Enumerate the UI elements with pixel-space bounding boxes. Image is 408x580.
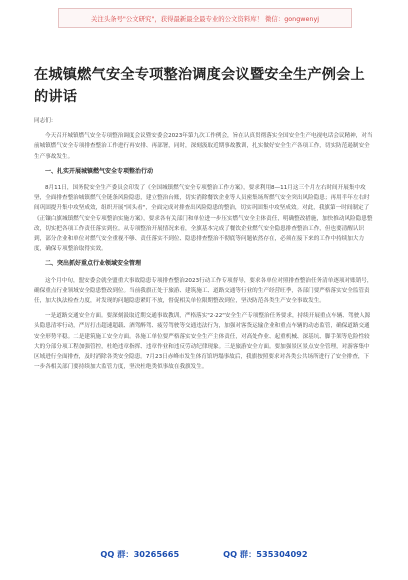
footer-contacts <box>0 544 408 564</box>
qq-group-1: QQ 群：30265665 <box>100 548 180 559</box>
section-2-paragraph-1: 这个月中旬，盟安委会就全盟重大事故隐患专项排查整治2023行动工作专项督导，要求各单位对照排查整治任务清单逐项对账销号，确保重点行业领域安全隐患整改到位。当前我旗正处于旅游、建筑施工、道路交通等行业的生产经营旺季，各部门要严格落实安全监管责任，加大执法检查力度，对发现的问题隐患紧盯不放，督促相关单位限期整改到位，坚决防范各类生产安全事故发生。 <box>34 277 373 305</box>
qq-group-2: QQ 群：535304092 <box>223 548 308 559</box>
page-title: 在城镇燃气安全专项整治调度会议暨安全生产例会上的讲话 <box>34 67 365 105</box>
section-2-paragraph-2: 一是道路交通安全方面。要深刻汲取近期交通事故教训，严格落实"2·22"安全生产专项整治任务要求，持续开展重点车辆、驾驶人源头隐患清零行动，严厉打击超速超载、酒驾醉驾、疲劳驾驶等交通违法行为，加强对客货运输企业和重点车辆的动态监管，确保道路交通安全形势平稳。二是建筑施工安全方面。各施工单位要严格落实安全生产主体责任，对高处作业、起重机械、深基坑、脚手架等危险性较大的分部分项工程加强管控，杜绝违章指挥、违章作业和违反劳动纪律现象。三是旅游安全方面。要加强景区景点安全管理，对游客集中区域进行全面排查，及时消除各类安全隐患。7月23日赤峰市发生体育馆坍塌事故后，我旗按照要求对各类公共场所进行了安全排查，下一步各相关部门要持续加大监管力度，坚决杜绝类似事故在我旗发生。 <box>34 313 371 371</box>
section-1-heading: 一、扎实开展城镇燃气安全专项整治行动 <box>45 167 154 175</box>
section-1-paragraph: 8月11日，国务院安全生产委员会印发了《全国城镇燃气安全专项整治工作方案》，要求利用8—11月这三个月左右时间开展集中攻坚，全面排查整治城镇燃气全链条风险隐患，建立整治台账，切实消除餐饮企业等人员密集场所燃气安全突出风险隐患；再用半年左右时间巩固提升集中攻坚成效，组织开展"回头看"，全面完成对排查出风险隐患的整治，切实巩固集中攻坚成效。对此，我旗第一时间制定了《正镶白旗城镇燃气安全专项整治实施方案》，要求各有关部门和单位进一步压实燃气安全主体责任，明确整改措施，加快推动风险隐患整改，切实把各项工作责任落实到位。从专项整治开展情况来看，全旗基本完成了餐饮企业燃气安全隐患排查整治工作，但也要清醒认识到，部分企业和单位对燃气安全重视不够、责任落实不到位、隐患排查整治不彻底等问题依然存在，必须在接下来的工作中持续加大力度，确保专项整治取得实效。 <box>34 185 373 253</box>
promo-banner-text: 关注头条号"公文研究"，获得最新最全最专业的公文资料库！ 微信：gongwenyj <box>90 14 320 23</box>
section-2-heading: 二、突出抓好重点行业领域安全管理 <box>45 260 142 268</box>
promo-banner <box>58 8 352 28</box>
intro-paragraph: 今天召开城镇燃气安全专项整治调度会议暨安委会2023年第九次工作例会，旨在认真贯彻落实全国安全生产电视电话会议精神，对当前城镇燃气安全专项排查整治工作进行再安排、再部署，同时，深刻汲取近期事故教训，扎实做好安全生产各项工作，切实防范遏制安全生产事故发生。 <box>34 133 373 160</box>
greeting: 同志们： <box>34 118 57 124</box>
article-body <box>34 116 374 377</box>
